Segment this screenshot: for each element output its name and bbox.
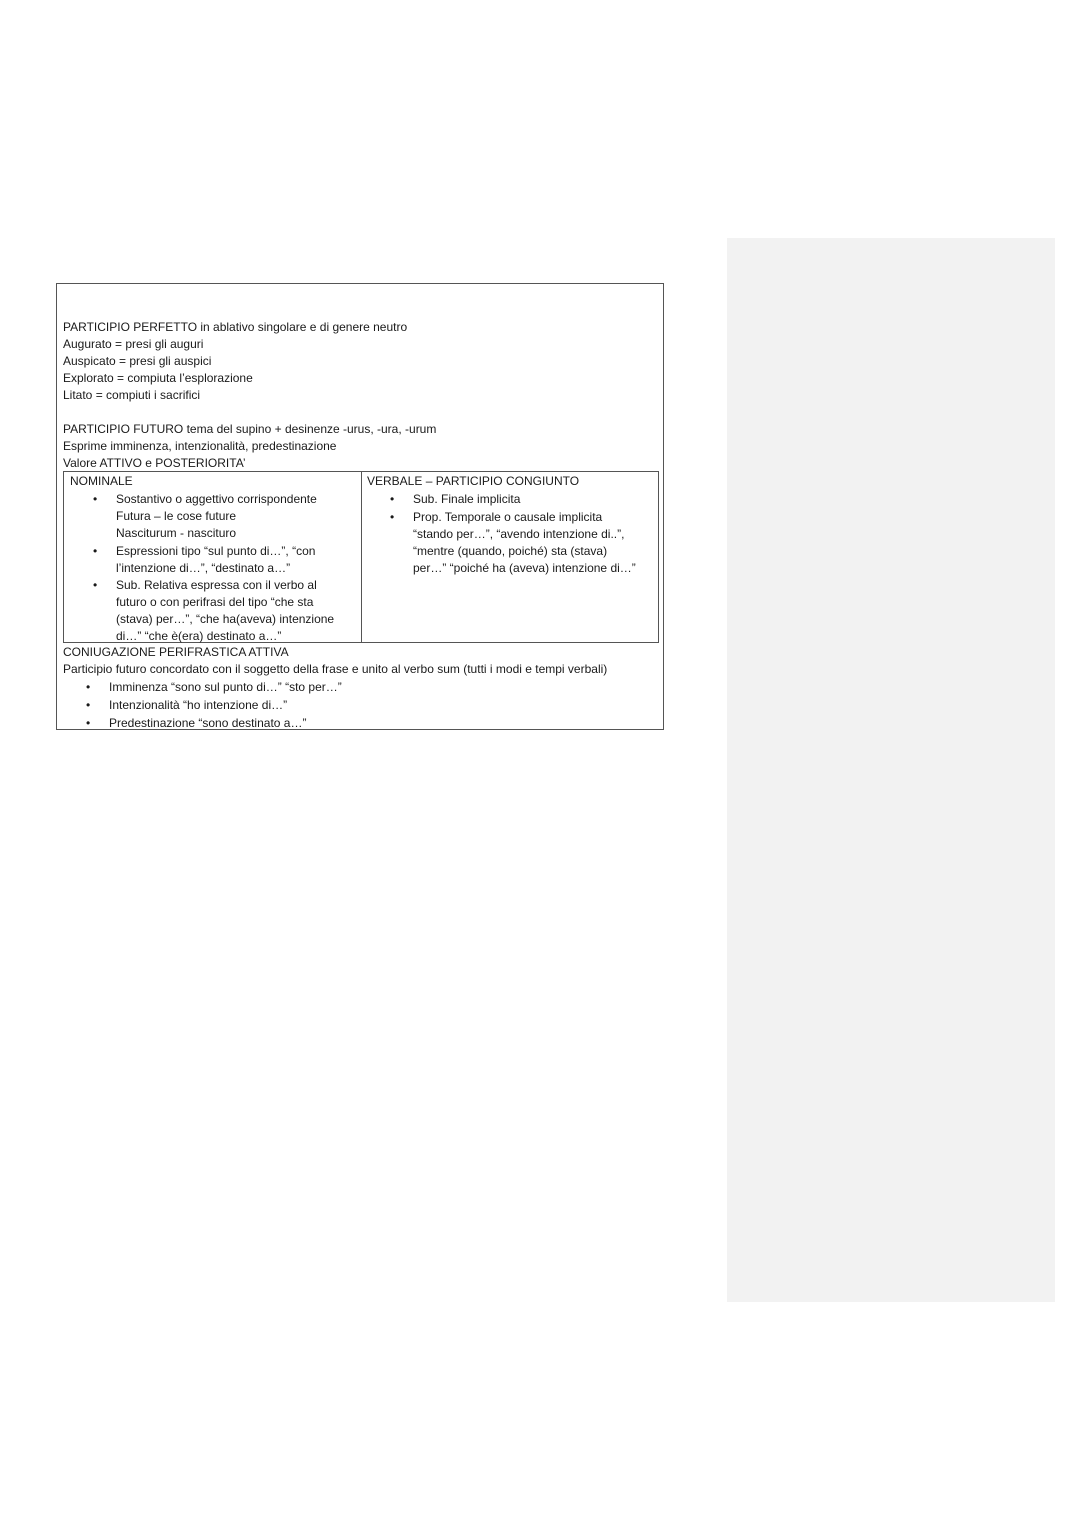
perfetto-line: Explorato = compiuta l’esplorazione: [63, 371, 253, 385]
perifrastica-heading: CONIUGAZIONE PERIFRASTICA ATTIVA: [63, 645, 289, 659]
verbale-item-line: per…” “poiché ha (aveva) intenzione di…”: [413, 561, 636, 575]
bullet-icon: •: [86, 716, 91, 730]
nominale-item-line: futuro o con perifrasi del tipo “che sta: [116, 595, 314, 609]
perifrastica-bullet: Intenzionalità “ho intenzione di…”: [109, 698, 288, 712]
bullet-icon: •: [390, 510, 395, 524]
verbale-header: VERBALE – PARTICIPIO CONGIUNTO: [367, 474, 580, 488]
perfetto-line: Litato = compiuti i sacrifici: [63, 388, 201, 402]
nominale-header: NOMINALE: [70, 474, 133, 488]
verbale-item-line: Sub. Finale implicita: [413, 492, 521, 506]
nominale-verbale-table: [63, 471, 659, 643]
comment-pane: [727, 238, 1055, 1302]
bullet-icon: •: [93, 544, 98, 558]
perifrastica-line: Participio futuro concordato con il soggetto della frase e unito al verbo sum (tutti i modi e tempi verbali): [63, 662, 608, 676]
nominale-item-line: Espressioni tipo “sul punto di…”, “con: [116, 544, 316, 558]
perfetto-heading: PARTICIPIO PERFETTO in ablativo singolare e di genere neutro: [63, 320, 408, 334]
bullet-icon: •: [93, 492, 98, 506]
nominale-item-line: (stava) per…”, “che ha(aveva) intenzione: [116, 612, 335, 626]
verbale-item-line: Prop. Temporale o causale implicita: [413, 510, 603, 524]
verbale-item-line: “stando per…”, “avendo intenzione di..”,: [413, 527, 625, 541]
futuro-line: Esprime imminenza, intenzionalità, predestinazione: [63, 439, 337, 453]
nominale-item-line: l’intenzione di…”, “destinato a…”: [116, 561, 291, 575]
table-divider: [361, 472, 362, 642]
futuro-heading: PARTICIPIO FUTURO tema del supino + desinenze -urus, -ura, -urum: [63, 422, 437, 436]
futuro-line: Valore ATTIVO e POSTERIORITA’: [63, 456, 246, 470]
perifrastica-bullet: Predestinazione “sono destinato a…”: [109, 716, 307, 730]
nominale-item-line: Nasciturum - nascituro: [116, 526, 237, 540]
verbale-item-line: “mentre (quando, poiché) sta (stava): [413, 544, 608, 558]
bullet-icon: •: [390, 492, 395, 506]
bullet-icon: •: [86, 680, 91, 694]
bullet-icon: •: [86, 698, 91, 712]
perfetto-line: Augurato = presi gli auguri: [63, 337, 204, 351]
nominale-item-line: Futura – le cose future: [116, 509, 237, 523]
perfetto-line: Auspicato = presi gli auspici: [63, 354, 212, 368]
nominale-item-line: di…” “che è(era) destinato a…”: [116, 629, 282, 643]
perifrastica-bullet: Imminenza “sono sul punto di…” “sto per…”: [109, 680, 342, 694]
notes-box: [56, 283, 664, 730]
bullet-icon: •: [93, 578, 98, 592]
nominale-item-line: Sostantivo o aggettivo corrispondente: [116, 492, 317, 506]
nominale-item-line: Sub. Relativa espressa con il verbo al: [116, 578, 317, 592]
